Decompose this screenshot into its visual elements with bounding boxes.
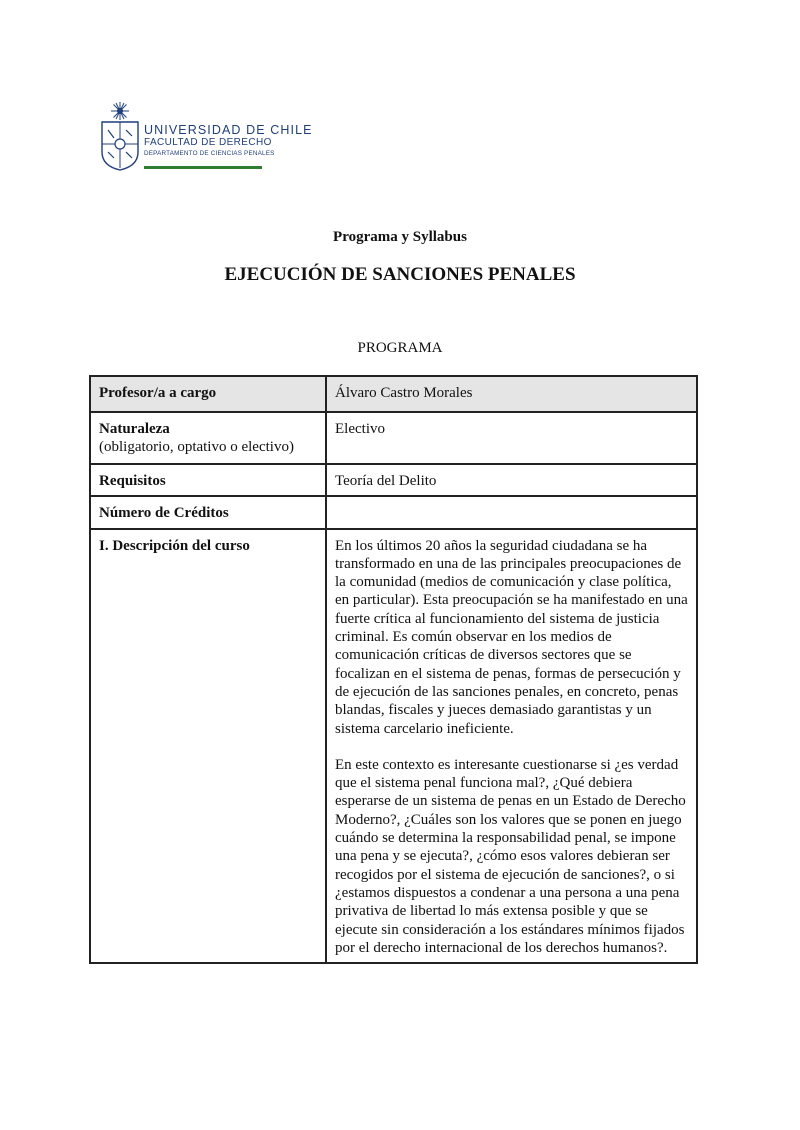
table-row: [90, 529, 697, 964]
document-subtitle: Programa y Syllabus: [333, 229, 467, 245]
row-sublabel: (obligatorio, optativo o electivo): [99, 439, 294, 456]
row-value: [326, 496, 697, 528]
table-row: [90, 464, 697, 496]
table-row: [90, 496, 697, 528]
university-logo: [100, 100, 313, 175]
row-value: Teoría del Delito: [326, 464, 697, 496]
department-name: DEPARTAMENTO DE CIENCIAS PENALES: [144, 150, 275, 157]
row-value: Electivo: [326, 412, 697, 464]
row-label: Profesor/a a cargo: [90, 376, 326, 412]
row-label: I. Descripción del curso: [90, 529, 326, 964]
row-label: Requisitos: [90, 464, 326, 496]
university-name: UNIVERSIDAD DE CHILE: [144, 123, 313, 137]
document-title: EJECUCIÓN DE SANCIONES PENALES: [224, 264, 576, 285]
section-heading: PROGRAMA: [357, 340, 443, 356]
logo-text: [144, 124, 313, 159]
table-row: [90, 376, 697, 412]
row-label: Naturaleza (obligatorio, optativo o electivo): [90, 412, 326, 464]
description-paragraph-1: En los últimos 20 años la seguridad ciudadana se ha transformado en una de las principales preocupaciones de la comunidad (medios de comunicación y clase política, en particular). Esta preocupación se ha manifestado en una fuerte crítica al funcionamiento del sistema de justicia criminal. Es común observar en los medios de comunicación críticas de diversos sectores que se focalizan en el sistema de penas, formas de persecución y de ejecución de las sanciones penales, en concreto, penas blandas, fiscales y jueces demasiado garantistas y un sistema carcelario ineficiente.: [335, 537, 688, 737]
row-value: [326, 529, 697, 964]
logo-underline: [144, 166, 262, 169]
description-paragraph-2: En este contexto es interesante cuestionarse si ¿es verdad que el sistema penal funciona mal?, ¿Qué debiera esperarse de un sistema de penas en un Estado de Derecho Moderno?, ¿Cuáles son los valores que se ponen en juego cuándo se determina la responsabilidad penal, se impone una pena y se ejecuta?, ¿cómo esos valores debieran ser recogidos por el sistema de ejecución de sanciones?, o si ¿estamos dispuestos a condenar a una persona a una pena privativa de libertad lo más extensa posible y que se ejecute sin consideración a los estándares mínimos fijados por el derecho internacional de los derechos humanos?.: [335, 756, 686, 956]
program-table: [89, 375, 698, 964]
row-label: Número de Créditos: [90, 496, 326, 528]
row-value: Álvaro Castro Morales: [326, 376, 697, 412]
university-crest-icon: [100, 100, 140, 172]
table-row: [90, 412, 697, 464]
faculty-name: FACULTAD DE DERECHO: [144, 137, 272, 148]
